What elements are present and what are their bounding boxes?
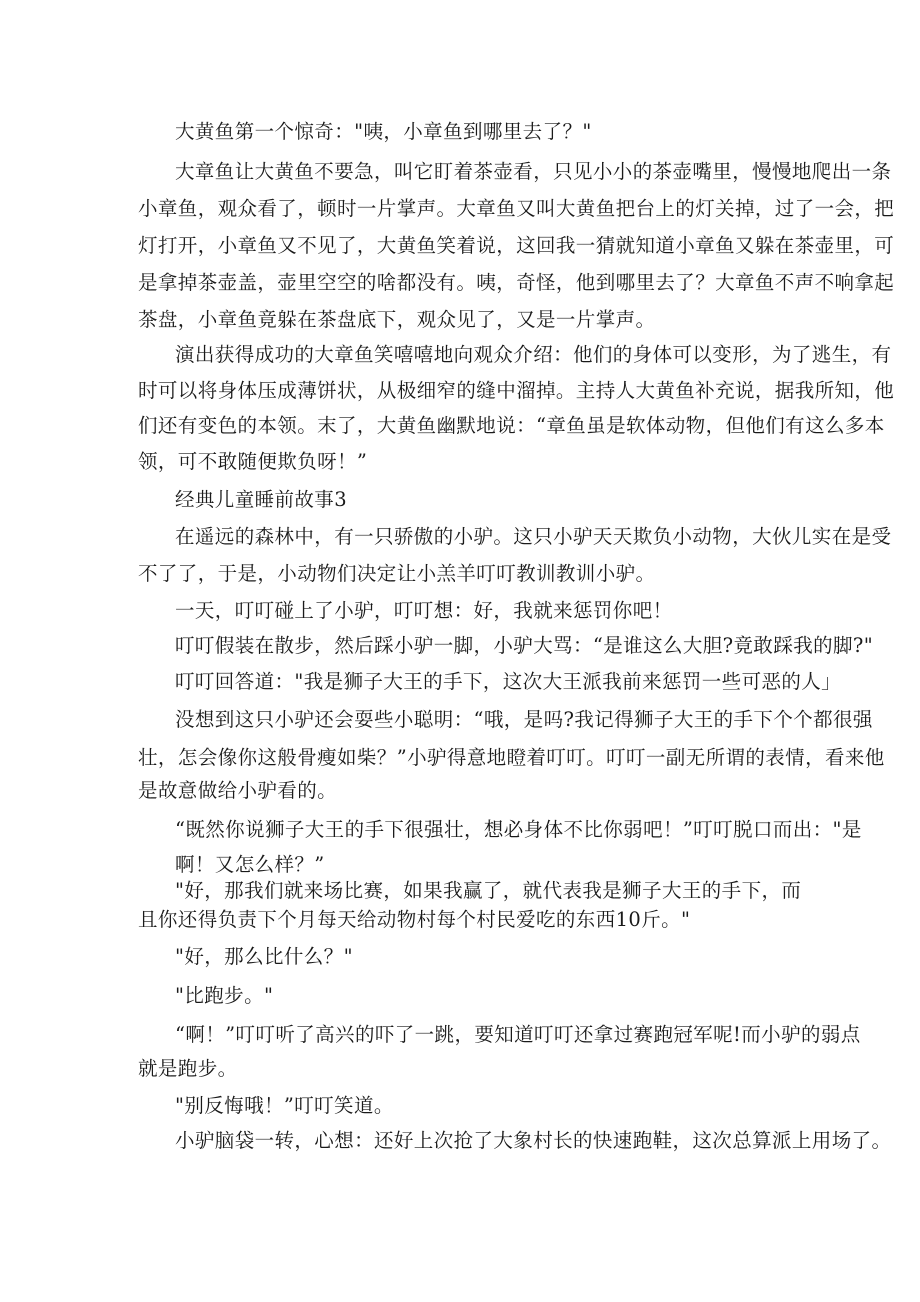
- paragraph-line: 大黄鱼第一个惊奇："咦，小章鱼到哪里去了？": [175, 120, 592, 143]
- paragraph-line: “啊！”叮叮听了高兴的吓了一跳，要知道叮叮还拿过赛跑冠军呢!而小驴的弱点: [175, 1023, 861, 1046]
- paragraph-line: 没想到这只小驴还会耍些小聪明：“哦，是吗?我记得狮子大王的手下个个都很强: [175, 708, 873, 731]
- paragraph-line: 在遥远的森林中，有一只骄傲的小驴。这只小驴天天欺负小动物，大伙儿实在是受: [175, 525, 892, 548]
- paragraph-line: "好，那我们就来场比赛，如果我赢了，就代表我是狮子大王的手下，而: [175, 879, 802, 902]
- paragraph-line: 且你还得负责下个月每天给动物村每个村民爱吃的东西10斤。": [138, 908, 691, 931]
- paragraph-line: 小章鱼，观众看了，顿时一片掌声。大章鱼又叫大黄鱼把台上的灯关掉，过了一会，把: [138, 197, 895, 220]
- paragraph-line: “既然你说狮子大王的手下很强壮，想必身体不比你弱吧！”叮叮脱口而出："是: [175, 818, 862, 841]
- paragraph-line: 叮叮回答道："我是狮子大王的手下，这次大王派我前来惩罚一些可恶的人」: [175, 670, 842, 693]
- paragraph-line: 演出获得成功的大章鱼笑嘻嘻地向观众介绍：他们的身体可以变形，为了逃生，有: [175, 343, 892, 366]
- paragraph-line: 一天，叮叮碰上了小驴，叮叮想：好，我就来惩罚你吧！: [175, 599, 673, 622]
- paragraph-line: 小驴脑袋一转，心想：还好上次抢了大象村长的快速跑鞋，这次总算派上用场了。: [175, 1129, 892, 1152]
- paragraph-line: "别反悔哦！”叮叮笑道。: [175, 1094, 394, 1117]
- paragraph-line: 是拿掉茶壶盖，壶里空空的啥都没有。咦，奇怪，他到哪里去了？大章鱼不声不响拿起: [138, 271, 895, 294]
- paragraph-line: 茶盘，小章鱼竟躲在茶盘底下，观众见了，又是一片掌声。: [138, 308, 656, 331]
- paragraph-line: 叮叮假装在散步，然后踩小驴一脚，小驴大骂：“是谁这么大胆?竟敢踩我的脚?": [175, 634, 874, 657]
- paragraph-line: 领，可不敢随便欺负呀！”: [138, 450, 368, 473]
- section-heading: 经典儿童睡前故事3: [175, 488, 348, 511]
- paragraph-line: 壮，怎会像你这般骨瘦如柴？”小驴得意地瞪着叮叮。叮叮一副无所谓的表情，看来他: [138, 746, 885, 769]
- paragraph-line: 是故意做给小驴看的。: [138, 779, 338, 802]
- paragraph-line: 时可以将身体压成薄饼状，从极细窄的缝中溜掉。主持人大黄鱼补充说，据我所知，他: [138, 379, 895, 402]
- paragraph-line: 啊！又怎么样？”: [175, 853, 325, 876]
- paragraph-line: 就是跑步。: [138, 1057, 238, 1080]
- paragraph-line: 不了了，于是，小动物们决定让小羔羊叮叮教训教训小驴。: [138, 562, 656, 585]
- paragraph-line: "比跑步。": [175, 984, 274, 1007]
- paragraph-line: "好，那么比什么？": [175, 945, 353, 968]
- paragraph-line: 大章鱼让大黄鱼不要急，叫它盯着茶壶看，只见小小的茶壶嘴里，慢慢地爬出一条: [175, 160, 892, 183]
- paragraph-line: 灯打开，小章鱼又不见了，大黄鱼笑着说，这回我一猜就知道小章鱼又躲在茶壶里，可: [138, 234, 895, 257]
- paragraph-line: 们还有变色的本领。末了，大黄鱼幽默地说：“章鱼虽是软体动物，但他们有这么多本: [138, 414, 885, 437]
